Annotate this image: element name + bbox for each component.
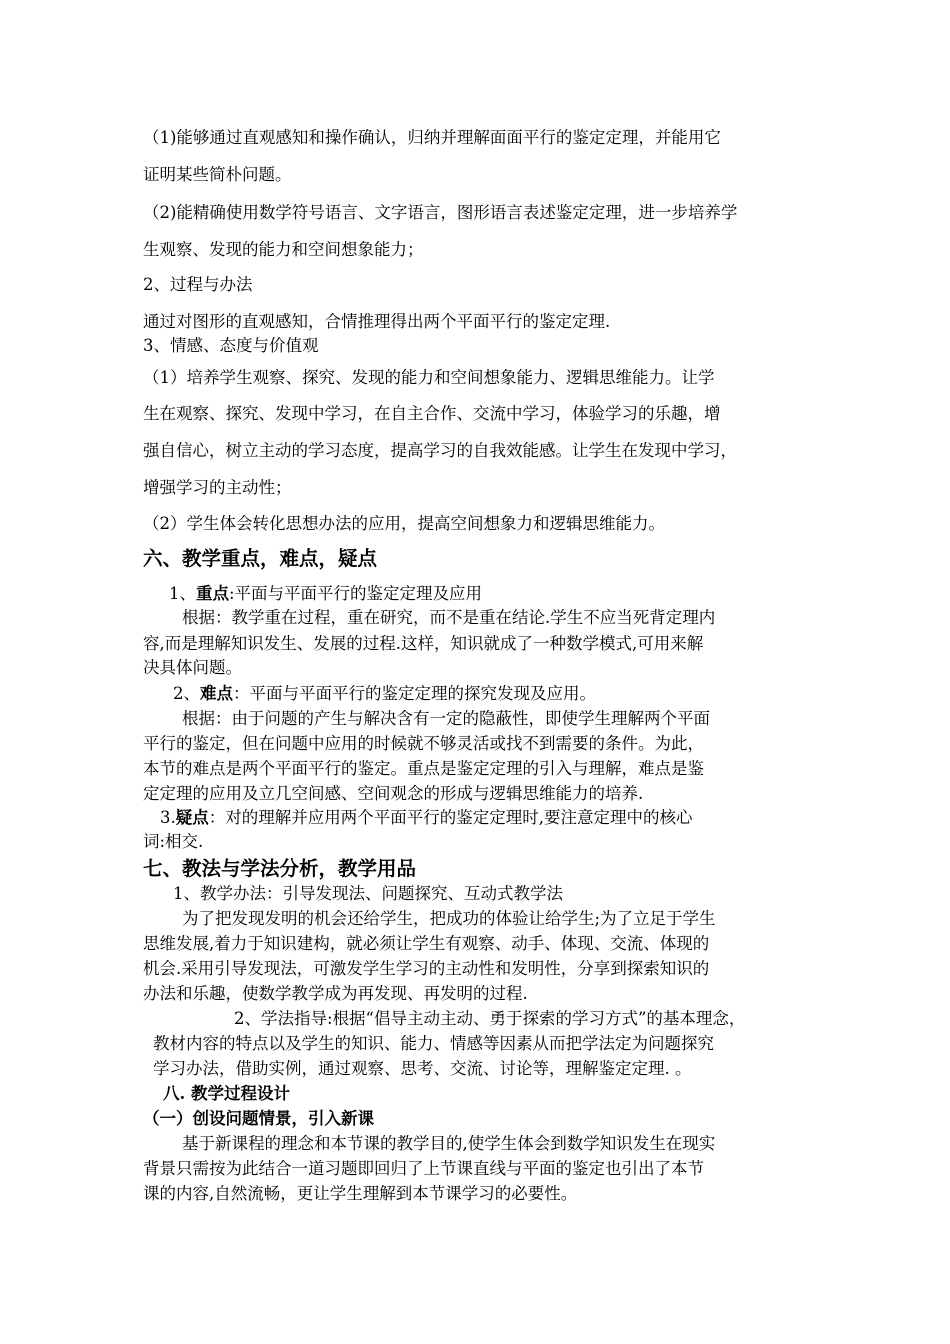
knowledge-item-1-line-2: 证明某些简朴问题。 [143, 165, 292, 184]
subsection-1-heading: （一）创设问题情景，引入新课 [143, 1109, 374, 1128]
difficulty-basis-line-3: 本节的难点是两个平面平行的鉴定。重点是鉴定定理的引入与理解，难点是鉴 [143, 759, 704, 778]
emotion-item-1-line-1: （1）培养学生观察、探究、发现的能力和空间想象能力、逻辑思维能力。让学 [143, 368, 715, 387]
guide-line-3: 学习办法，借助实例，通过观察、思考、交流、讨论等，理解鉴定定理. 。 [153, 1059, 692, 1078]
method-line-1: 为了把发现发明的机会还给学生，把成功的体验让给学生;为了立足于学生 [182, 909, 716, 928]
emotion-item-2: （2）学生体会转化思想办法的应用，提高空间想象力和逻辑思维能力。 [143, 514, 665, 533]
emotion-item-1-line-2: 生在观察、探究、发现中学习，在自主合作、交流中学习，体验学习的乐趣，增 [143, 404, 721, 423]
key-basis-line-1: 根据：教学重在过程，重在研究，而不是重在结论.学生不应当死背定理内 [182, 608, 716, 627]
difficulty-basis-line-2: 平行的鉴定，但在问题中应用的时候就不够灵活或找不到需要的条件。为此， [143, 734, 704, 753]
emotion-item-1-line-3: 强自信心，树立主动的学习态度，提高学习的自我效能感。让学生在发现中学习， [143, 441, 737, 460]
difficulty-basis-line-1: 根据：由于问题的产生与解决含有一定的隐蔽性，即使学生理解两个平面 [182, 709, 710, 728]
difficulty-prefix: 2、 [173, 684, 200, 703]
subsection-1-line-1: 基于新课程的理念和本节课的教学目的,使学生体会到数学知识发生在现实 [182, 1134, 716, 1153]
guide-line-1: 2、学法指导:根据“倡导主动主动、勇于探索的学习方式”的基本理念， [234, 1009, 746, 1028]
method-line-2: 思维发展,着力于知识建构，就必须让学生有观察、动手、体现、交流、体现的 [143, 934, 710, 953]
process-heading: 2、过程与办法 [143, 275, 253, 294]
doubt-line-2: 词:相交. [143, 832, 204, 851]
guide-line-2: 教材内容的特点以及学生的知识、能力、情感等因素从而把学法定为问题探究 [153, 1034, 714, 1053]
section-8-heading: 八. 教学过程设计 [163, 1084, 290, 1103]
key-basis-line-3: 决具体问题。 [143, 658, 242, 677]
subsection-1-line-2: 背景只需按为此结合一道习题即回归了上节课直线与平面的鉴定也引出了本节 [143, 1159, 704, 1178]
method-heading: 1、教学办法：引导发现法、问题探究、互动式教学法 [173, 884, 563, 903]
doubt-prefix: 3. [160, 808, 176, 827]
difficulty-label: 难点 [200, 684, 233, 703]
doubt-label: 疑点 [175, 808, 209, 827]
section-7-heading: 七、教法与学法分析，教学用品 [143, 857, 417, 880]
key-point-prefix: 1、 [169, 584, 196, 603]
key-point-text: :平面与平面平行的鉴定定理及应用 [229, 584, 483, 603]
section-6-heading: 六、教学重点，难点，疑点 [143, 547, 378, 570]
key-point-label: 重点 [196, 584, 229, 603]
subsection-1-line-3: 课的内容,自然流畅，更让学生理解到本节课学习的必要性。 [143, 1184, 578, 1203]
difficulty-line [173, 684, 596, 704]
difficulty-text: ：平面与平面平行的鉴定定理的探究发现及应用。 [233, 684, 596, 703]
key-point-line [169, 584, 482, 604]
method-line-3: 机会.采用引导发现法，可激发学生学习的主动性和发明性，分享到探索知识的 [143, 959, 710, 978]
difficulty-basis-line-4: 定定理的应用及立几空间感、空间观念的形成与逻辑思维能力的培养. [143, 784, 644, 803]
method-line-4: 办法和乐趣，使数学教学成为再发现、再发明的过程. [143, 984, 528, 1003]
doubt-text: ：对的理解并应用两个平面平行的鉴定定理时,要注意定理中的核心 [208, 808, 693, 827]
knowledge-item-2-line-1: （2)能精确使用数学符号语言、文字语言，图形语言表述鉴定定理，进一步培养学 [143, 203, 738, 222]
key-basis-line-2: 容,而是理解知识发生、发展的过程.这样，知识就成了一种数学模式,可用来解 [143, 634, 704, 653]
doubt-line [160, 808, 693, 828]
process-text: 通过对图形的直观感知，合情推理得出两个平面平行的鉴定定理. [143, 312, 611, 331]
emotion-item-1-line-4: 增强学习的主动性； [143, 478, 292, 497]
knowledge-item-1-line-1: （1)能够通过直观感知和操作确认，归纳并理解面面平行的鉴定定理，并能用它 [143, 128, 721, 147]
knowledge-item-2-line-2: 生观察、发现的能力和空间想象能力； [143, 240, 424, 259]
emotion-heading: 3、情感、态度与价值观 [143, 336, 319, 355]
